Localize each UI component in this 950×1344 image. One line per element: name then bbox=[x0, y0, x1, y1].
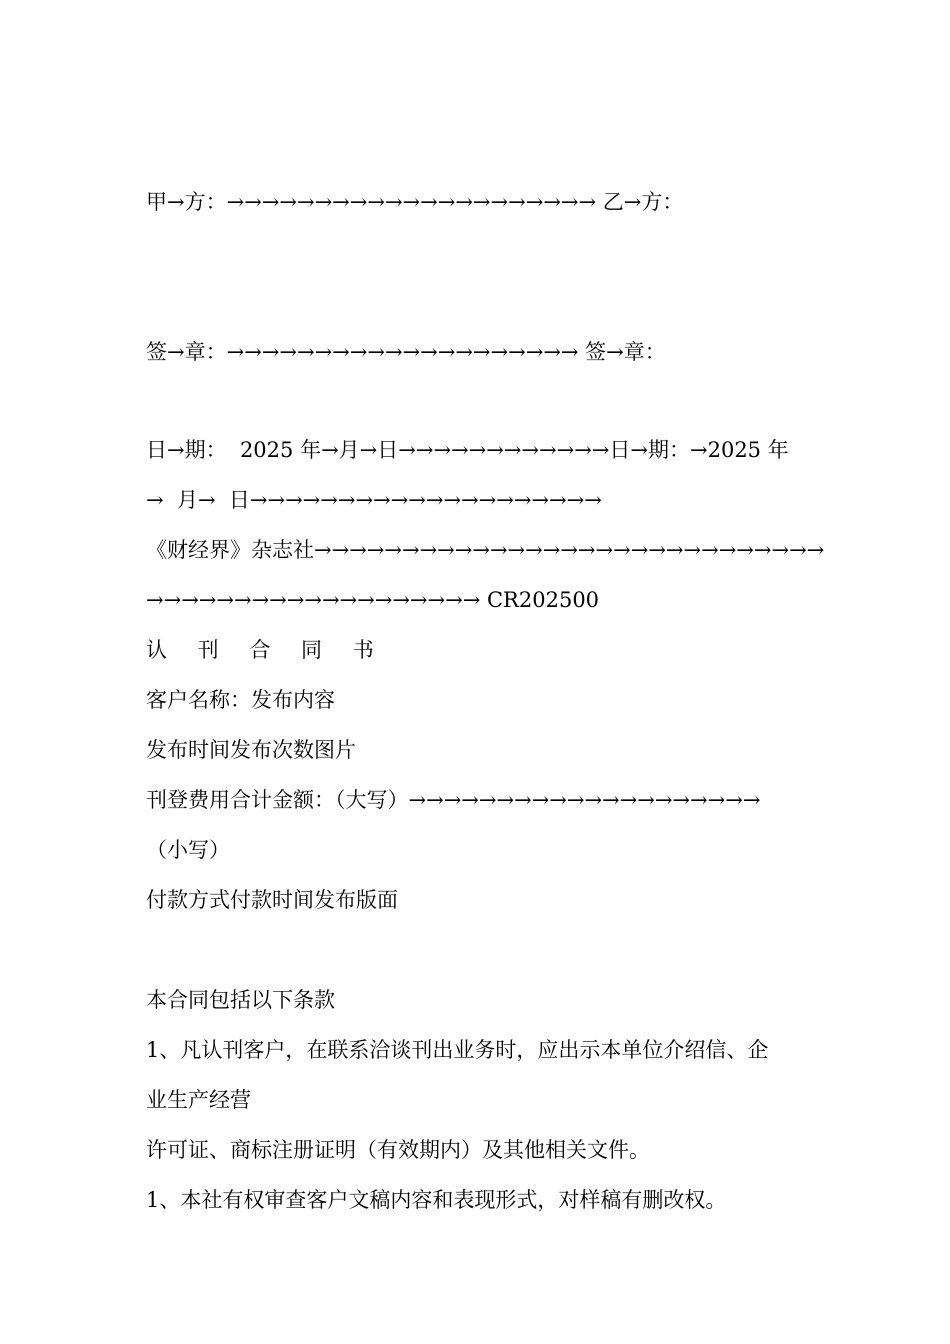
publish-time-line: 发布时间发布次数图片 bbox=[146, 738, 356, 762]
date-line: 日→期： 2025 年→月→日→→→→→→→→→→→→日→期：→2025 年 bbox=[146, 438, 789, 462]
date-line-continued: → 月→ 日→→→→→→→→→→→→→→→→→→→→ bbox=[146, 488, 602, 512]
total-amount-line: 刊登费用合计金额：（大写）→→→→→→→→→→→→→→→→→→→→ bbox=[146, 788, 761, 812]
term-1-line: 1、凡认刊客户，在联系洽谈刊出业务时，应出示本单位介绍信、企 bbox=[146, 1038, 769, 1062]
payment-method-line: 付款方式付款时间发布版面 bbox=[146, 888, 398, 912]
terms-heading: 本合同包括以下条款 bbox=[146, 988, 335, 1012]
amount-lowercase-line: （小写） bbox=[146, 838, 230, 862]
signature-line: 签→章：→→→→→→→→→→→→→→→→→→→→ 签→章： bbox=[146, 340, 666, 364]
client-name-line: 客户名称：发布内容 bbox=[146, 688, 335, 712]
term-1-continued-2: 许可证、商标注册证明（有效期内）及其他相关文件。 bbox=[146, 1138, 650, 1162]
party-a-b-line: 甲→方：→→→→→→→→→→→→→→→→→→→→→ 乙→方： bbox=[146, 190, 684, 214]
contract-number-line: →→→→→→→→→→→→→→→→→→→ CR202500 bbox=[146, 588, 600, 612]
publisher-line: 《财经界》杂志社→→→→→→→→→→→→→→→→→→→→→→→→→→→→→ bbox=[146, 538, 825, 562]
document-title: 认 刊 合 同 书 bbox=[146, 638, 386, 662]
term-1-continued: 业生产经营 bbox=[146, 1088, 251, 1112]
term-2-line: 1、本社有权审查客户文稿内容和表现形式，对样稿有删改权。 bbox=[146, 1188, 727, 1212]
